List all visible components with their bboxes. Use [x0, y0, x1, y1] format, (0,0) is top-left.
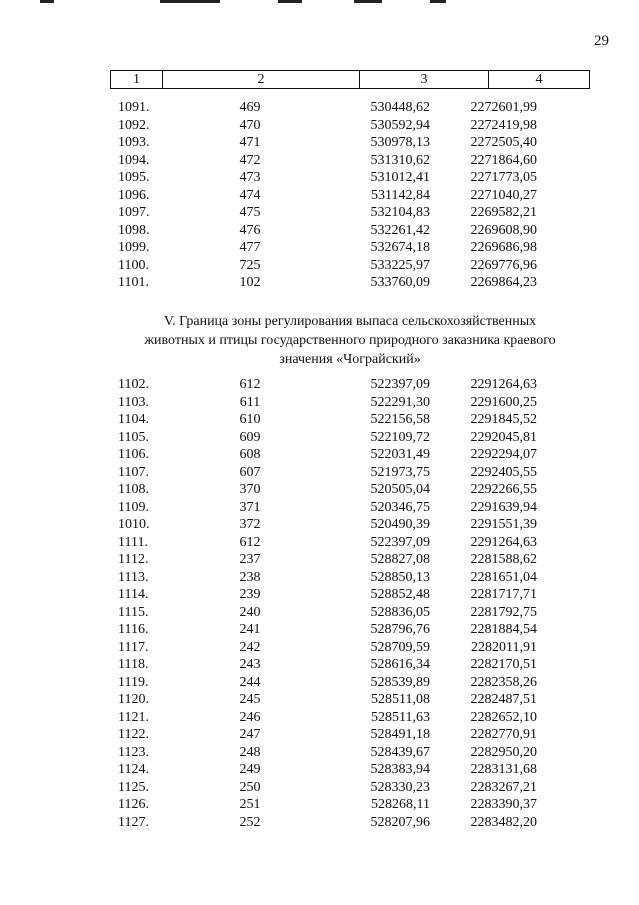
coordinate-x: 530978,13 [370, 135, 430, 150]
coordinate-y: 2292266,55 [470, 482, 537, 497]
row-number: 1117. [118, 639, 149, 655]
point-number: 477 [239, 240, 261, 255]
coordinate-x: 531310,62 [370, 152, 430, 168]
table-row [110, 481, 590, 499]
coordinate-y: 2281588,62 [470, 552, 537, 567]
point-number: 611 [239, 394, 261, 410]
row-number: 1119. [118, 674, 149, 690]
coordinate-x: 532104,83 [370, 205, 430, 220]
point-number: 476 [239, 222, 261, 238]
coordinate-x: 528491,18 [370, 727, 430, 742]
coordinate-y: 2292045,81 [470, 429, 537, 445]
row-number: 1125. [118, 779, 149, 795]
page-number: 29 [594, 33, 609, 49]
coordinate-x: 528827,08 [370, 552, 430, 567]
point-number: 474 [239, 187, 261, 203]
coordinate-x: 531142,84 [371, 187, 430, 203]
coordinate-x: 533760,09 [370, 275, 430, 290]
table-row [110, 464, 590, 482]
coordinate-y: 2283267,21 [470, 779, 537, 795]
table-row [110, 796, 590, 814]
point-number: 251 [239, 797, 261, 812]
row-number: 1095. [118, 170, 150, 185]
coordinate-y: 2291551,39 [470, 517, 537, 532]
coordinate-x: 528850,13 [370, 569, 430, 585]
section-heading-line-2: животных и птицы государственного природного заказника краевого [144, 333, 556, 348]
point-number: 239 [239, 587, 261, 602]
table-row [110, 691, 590, 709]
table-row [110, 169, 590, 187]
coordinate-x: 528511,08 [371, 692, 430, 707]
point-number: 609 [239, 429, 261, 445]
point-number: 242 [239, 639, 261, 655]
coordinate-y: 2281884,54 [470, 622, 537, 637]
coordinate-y: 2271864,60 [470, 152, 537, 168]
row-number: 1096. [118, 187, 150, 203]
point-number: 245 [239, 692, 261, 707]
point-number: 102 [239, 275, 261, 290]
row-number: 1114. [118, 587, 149, 602]
coordinate-x: 528616,34 [370, 657, 430, 672]
row-number: 1113. [118, 569, 149, 585]
row-number: 1111. [118, 534, 148, 550]
coordinate-x: 528383,94 [370, 762, 430, 777]
coordinates-table-bottom [110, 376, 590, 831]
column-header-table [110, 70, 590, 89]
row-number: 1112. [118, 552, 149, 567]
table-row [110, 726, 590, 744]
coordinate-y: 2283390,37 [470, 797, 537, 812]
coordinate-y: 2291600,25 [470, 394, 537, 410]
coordinate-x: 528511,63 [371, 709, 430, 725]
row-number: 1101. [118, 275, 149, 290]
row-number: 1105. [118, 429, 149, 445]
row-number: 1120. [118, 692, 149, 707]
coordinate-x: 520346,75 [370, 499, 430, 515]
table-row [110, 656, 590, 674]
row-number: 1115. [118, 604, 149, 620]
point-number: 370 [239, 482, 261, 497]
coordinate-x: 528709,59 [370, 639, 430, 655]
table-row [110, 239, 590, 257]
coordinate-y: 2282652,10 [470, 709, 537, 725]
section-heading-line-3: значения «Чограйский» [279, 352, 421, 367]
coordinate-y: 2282170,51 [470, 657, 537, 672]
coordinate-y: 2269776,96 [470, 257, 537, 273]
table-row [110, 187, 590, 205]
row-number: 1108. [118, 482, 149, 497]
row-number: 1094. [118, 152, 150, 168]
coordinate-y: 2292294,07 [470, 447, 537, 462]
point-number: 610 [239, 412, 261, 427]
table-row [110, 604, 590, 622]
row-number: 1102. [118, 377, 149, 392]
coordinate-x: 528439,67 [370, 744, 430, 760]
table-row [110, 394, 590, 412]
coordinate-x: 530448,62 [370, 100, 430, 115]
table-row [110, 411, 590, 429]
coordinate-x: 531012,41 [370, 170, 430, 185]
table-row [110, 274, 590, 292]
coordinate-y: 2269582,21 [470, 205, 537, 220]
table-row [110, 761, 590, 779]
row-number: 1091. [118, 100, 150, 115]
point-number: 471 [239, 135, 261, 150]
coordinate-y: 2281651,04 [470, 569, 537, 585]
coordinate-x: 522397,09 [370, 377, 430, 392]
coordinate-x: 522109,72 [370, 429, 430, 445]
row-number: 1104. [118, 412, 149, 427]
coordinate-y: 2282950,20 [470, 744, 537, 760]
row-number: 1106. [118, 447, 149, 462]
coordinate-y: 2269686,98 [470, 240, 537, 255]
table-row [110, 499, 590, 517]
table-row [110, 376, 590, 394]
point-number: 612 [239, 377, 261, 392]
coordinate-y: 2292405,55 [470, 464, 537, 480]
coordinate-x: 522397,09 [370, 534, 430, 550]
row-number: 1124. [118, 762, 149, 777]
row-number: 1093. [118, 135, 150, 150]
coordinate-x: 528796,76 [370, 622, 430, 637]
table-row [110, 204, 590, 222]
row-number: 1123. [118, 744, 149, 760]
table-row [110, 814, 590, 832]
coordinate-y: 2272601,99 [470, 100, 537, 115]
table-row [110, 551, 590, 569]
coordinate-y: 2271773,05 [470, 170, 537, 185]
point-number: 612 [239, 534, 261, 550]
coordinate-y: 2291845,52 [470, 412, 537, 427]
coordinate-y: 2291264,63 [470, 377, 537, 392]
table-row [110, 744, 590, 762]
table-row [110, 117, 590, 135]
point-number: 469 [239, 100, 261, 115]
point-number: 607 [239, 464, 261, 480]
table-row [110, 569, 590, 587]
point-number: 252 [239, 814, 261, 830]
row-number: 1127. [118, 814, 149, 830]
table-row [110, 709, 590, 727]
table-row [110, 674, 590, 692]
table-row [110, 152, 590, 170]
coordinate-x: 528330,23 [370, 779, 430, 795]
point-number: 237 [239, 552, 261, 567]
coordinate-x: 522156,58 [370, 412, 430, 427]
point-number: 240 [239, 604, 261, 620]
row-number: 1122. [118, 727, 149, 742]
coordinate-x: 520505,04 [370, 482, 430, 497]
point-number: 608 [239, 447, 261, 462]
table-row [110, 779, 590, 797]
column-header-1: 1 [111, 71, 163, 89]
coordinate-x: 522031,49 [370, 447, 430, 462]
coordinates-table-top [110, 99, 590, 292]
row-number: 1097. [118, 205, 150, 220]
section-heading-line-1: V. Граница зоны регулирования выпаса сельскохозяйственных [163, 314, 537, 329]
point-number: 371 [239, 499, 261, 515]
table-row [110, 99, 590, 117]
coordinate-y: 2282487,51 [470, 692, 537, 707]
table-row [110, 257, 590, 275]
row-number: 1092. [118, 117, 150, 133]
coordinate-y: 2282358,26 [470, 674, 537, 690]
coordinate-x: 532261,42 [370, 222, 430, 238]
coordinate-x: 528268,11 [371, 797, 430, 812]
point-number: 247 [239, 727, 261, 742]
coordinate-x: 522291,30 [370, 394, 430, 410]
point-number: 243 [239, 657, 261, 672]
point-number: 246 [239, 709, 261, 725]
point-number: 248 [239, 744, 261, 760]
table-row [110, 429, 590, 447]
table-row [110, 446, 590, 464]
row-number: 1118. [118, 657, 149, 672]
point-number: 470 [239, 117, 261, 133]
point-number: 244 [239, 674, 261, 690]
table-row [110, 222, 590, 240]
row-number: 1103. [118, 394, 149, 410]
point-number: 472 [239, 152, 261, 168]
point-number: 372 [239, 517, 261, 532]
table-row [110, 639, 590, 657]
row-number: 1121. [118, 709, 149, 725]
point-number: 475 [239, 205, 261, 220]
coordinate-y: 2281717,71 [470, 587, 537, 602]
point-number: 238 [239, 569, 261, 585]
point-number: 725 [239, 257, 261, 273]
point-number: 250 [239, 779, 261, 795]
coordinate-y: 2269608,90 [470, 222, 537, 238]
coordinate-y: 2283131,68 [470, 762, 537, 777]
coordinate-y: 2282770,91 [470, 727, 537, 742]
table-row [110, 621, 590, 639]
table-row [110, 534, 590, 552]
coordinate-x: 528852,48 [370, 587, 430, 602]
point-number: 249 [239, 762, 261, 777]
scan-edge-marks [0, 0, 639, 5]
point-number: 473 [239, 170, 261, 185]
coordinate-x: 528207,96 [370, 814, 430, 830]
row-number: 1010. [118, 517, 150, 532]
row-number: 1098. [118, 222, 150, 238]
coordinate-x: 528836,05 [370, 604, 430, 620]
row-number: 1126. [118, 797, 149, 812]
column-header-4: 4 [489, 71, 590, 89]
coordinate-y: 2281792,75 [470, 604, 537, 620]
row-number: 1109. [118, 499, 149, 515]
column-header-3: 3 [360, 71, 489, 89]
coordinate-y: 2272419,98 [470, 117, 537, 133]
coordinate-y: 2282011,91 [471, 639, 537, 655]
coordinate-x: 520490,39 [370, 517, 430, 532]
coordinate-y: 2291264,63 [470, 534, 537, 550]
section-heading [100, 312, 600, 369]
table-row [110, 586, 590, 604]
coordinate-x: 530592,94 [370, 117, 430, 133]
column-header-2: 2 [163, 71, 360, 89]
coordinate-y: 2269864,23 [470, 275, 537, 290]
coordinate-y: 2283482,20 [470, 814, 537, 830]
table-row [110, 516, 590, 534]
row-number: 1100. [118, 257, 149, 273]
coordinate-y: 2291639,94 [470, 499, 537, 515]
table-row [110, 134, 590, 152]
row-number: 1107. [118, 464, 149, 480]
coordinate-y: 2271040,27 [470, 187, 537, 203]
coordinate-y: 2272505,40 [470, 135, 537, 150]
coordinate-x: 532674,18 [370, 240, 430, 255]
coordinate-x: 528539,89 [370, 674, 430, 690]
coordinate-x: 521973,75 [370, 464, 430, 480]
point-number: 241 [239, 622, 261, 637]
row-number: 1116. [118, 622, 149, 637]
row-number: 1099. [118, 240, 150, 255]
coordinate-x: 533225,97 [370, 257, 430, 273]
